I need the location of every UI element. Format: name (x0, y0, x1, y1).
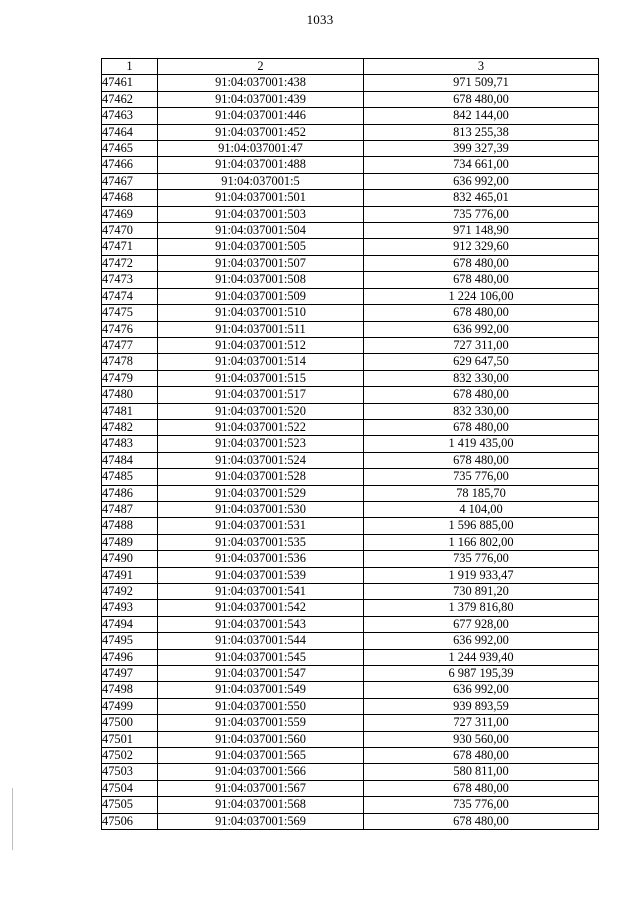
table-row (102, 403, 599, 419)
cadastral-number-cell: 91:04:037001:503 (158, 206, 364, 222)
cadastral-value-cell: 677 928,00 (364, 616, 599, 632)
cadastral-value-cell: 842 144,00 (364, 108, 599, 124)
cadastral-value-cell: 678 480,00 (364, 419, 599, 435)
table-row (102, 748, 599, 764)
cadastral-value-cell: 6 987 195,39 (364, 666, 599, 682)
cadastral-number-cell: 91:04:037001:535 (158, 534, 364, 550)
table-row (102, 206, 599, 222)
table-row (102, 715, 599, 731)
cadastral-value-cell: 678 480,00 (364, 305, 599, 321)
cadastral-value-cell: 678 480,00 (364, 452, 599, 468)
cadastral-value-cell: 78 185,70 (364, 485, 599, 501)
cadastral-number-cell: 91:04:037001:565 (158, 748, 364, 764)
cadastral-value-cell: 636 992,00 (364, 173, 599, 189)
table-row (102, 173, 599, 189)
cadastral-number-cell: 91:04:037001:560 (158, 731, 364, 747)
cadastral-value-cell: 735 776,00 (364, 206, 599, 222)
cadastral-value-cell: 1 379 816,80 (364, 600, 599, 616)
table-row (102, 91, 599, 107)
cadastral-value-cell: 730 891,20 (364, 584, 599, 600)
row-number-cell: 47461 (102, 75, 158, 91)
row-number-cell: 47464 (102, 124, 158, 140)
row-number-cell: 47479 (102, 370, 158, 386)
cadastral-value-cell: 580 811,00 (364, 764, 599, 780)
row-number-cell: 47484 (102, 452, 158, 468)
table-row (102, 108, 599, 124)
table-row (102, 764, 599, 780)
table-row (102, 518, 599, 534)
row-number-cell: 47505 (102, 797, 158, 813)
cadastral-value-cell: 636 992,00 (364, 633, 599, 649)
table-row (102, 370, 599, 386)
table-row (102, 337, 599, 353)
cadastral-number-cell: 91:04:037001:438 (158, 75, 364, 91)
cadastral-number-cell: 91:04:037001:488 (158, 157, 364, 173)
cadastral-value-cell: 1 166 802,00 (364, 534, 599, 550)
cadastral-number-cell: 91:04:037001:550 (158, 698, 364, 714)
cadastral-number-cell: 91:04:037001:515 (158, 370, 364, 386)
table-row (102, 469, 599, 485)
table-row (102, 452, 599, 468)
row-number-cell: 47501 (102, 731, 158, 747)
cadastral-value-cell: 678 480,00 (364, 387, 599, 403)
cadastral-value-cell: 912 329,60 (364, 239, 599, 255)
page-number: 1033 (306, 12, 334, 27)
cadastral-value-cell: 1 596 885,00 (364, 518, 599, 534)
row-number-cell: 47488 (102, 518, 158, 534)
table-row (102, 551, 599, 567)
table-row (102, 141, 599, 157)
row-number-cell: 47506 (102, 813, 158, 829)
cadastral-number-cell: 91:04:037001:520 (158, 403, 364, 419)
cadastral-value-cell: 930 560,00 (364, 731, 599, 747)
column-header-3: 3 (364, 59, 599, 75)
row-number-cell: 47493 (102, 600, 158, 616)
row-number-cell: 47482 (102, 419, 158, 435)
table-row (102, 288, 599, 304)
table-row (102, 354, 599, 370)
table-row (102, 321, 599, 337)
row-number-cell: 47466 (102, 157, 158, 173)
cadastral-number-cell: 91:04:037001:539 (158, 567, 364, 583)
table-row (102, 600, 599, 616)
row-number-cell: 47472 (102, 255, 158, 271)
cadastral-number-cell: 91:04:037001:439 (158, 91, 364, 107)
cadastral-value-cell: 735 776,00 (364, 797, 599, 813)
row-number-cell: 47487 (102, 501, 158, 517)
cadastral-value-cell: 832 330,00 (364, 370, 599, 386)
cadastral-number-cell: 91:04:037001:549 (158, 682, 364, 698)
row-number-cell: 47483 (102, 436, 158, 452)
cadastral-value-cell: 636 992,00 (364, 682, 599, 698)
cadastral-number-cell: 91:04:037001:514 (158, 354, 364, 370)
row-number-cell: 47471 (102, 239, 158, 255)
table-row (102, 419, 599, 435)
cadastral-number-cell: 91:04:037001:508 (158, 272, 364, 288)
table-row (102, 567, 599, 583)
cadastral-number-cell: 91:04:037001:5 (158, 173, 364, 189)
cadastral-number-cell: 91:04:037001:512 (158, 337, 364, 353)
row-number-cell: 47481 (102, 403, 158, 419)
row-number-cell: 47468 (102, 190, 158, 206)
cadastral-number-cell: 91:04:037001:544 (158, 633, 364, 649)
cadastral-number-cell: 91:04:037001:531 (158, 518, 364, 534)
table-row (102, 698, 599, 714)
table-row (102, 649, 599, 665)
row-number-cell: 47462 (102, 91, 158, 107)
table-row (102, 239, 599, 255)
table-row (102, 666, 599, 682)
table-row (102, 731, 599, 747)
cadastral-number-cell: 91:04:037001:507 (158, 255, 364, 271)
cadastral-value-cell: 727 311,00 (364, 337, 599, 353)
scan-margin-line (12, 788, 13, 850)
row-number-cell: 47495 (102, 633, 158, 649)
cadastral-value-cell: 832 330,00 (364, 403, 599, 419)
cadastral-number-cell: 91:04:037001:511 (158, 321, 364, 337)
row-number-cell: 47476 (102, 321, 158, 337)
table-row (102, 190, 599, 206)
table-row (102, 616, 599, 632)
row-number-cell: 47498 (102, 682, 158, 698)
row-number-cell: 47504 (102, 780, 158, 796)
cadastral-value-cell: 813 255,38 (364, 124, 599, 140)
cadastral-number-cell: 91:04:037001:446 (158, 108, 364, 124)
cadastral-number-cell: 91:04:037001:505 (158, 239, 364, 255)
cadastral-number-cell: 91:04:037001:566 (158, 764, 364, 780)
cadastral-value-cell: 1 919 933,47 (364, 567, 599, 583)
cadastral-value-cell: 832 465,01 (364, 190, 599, 206)
cadastral-value-cell: 636 992,00 (364, 321, 599, 337)
row-number-cell: 47473 (102, 272, 158, 288)
cadastral-value-cell: 678 480,00 (364, 748, 599, 764)
cadastral-number-cell: 91:04:037001:452 (158, 124, 364, 140)
table-row (102, 501, 599, 517)
row-number-cell: 47469 (102, 206, 158, 222)
cadastral-value-cell: 1 419 435,00 (364, 436, 599, 452)
cadastral-value-cell: 735 776,00 (364, 551, 599, 567)
cadastral-value-cell: 735 776,00 (364, 469, 599, 485)
cadastral-number-cell: 91:04:037001:567 (158, 780, 364, 796)
cadastral-number-cell: 91:04:037001:530 (158, 501, 364, 517)
cadastral-number-cell: 91:04:037001:504 (158, 223, 364, 239)
cadastral-number-cell: 91:04:037001:522 (158, 419, 364, 435)
cadastral-value-cell: 399 327,39 (364, 141, 599, 157)
cadastral-number-cell: 91:04:037001:517 (158, 387, 364, 403)
cadastral-number-cell: 91:04:037001:545 (158, 649, 364, 665)
cadastral-number-cell: 91:04:037001:510 (158, 305, 364, 321)
cadastral-value-cell: 678 480,00 (364, 91, 599, 107)
table-row (102, 485, 599, 501)
cadastral-number-cell: 91:04:037001:569 (158, 813, 364, 829)
table-row (102, 305, 599, 321)
row-number-cell: 47491 (102, 567, 158, 583)
cadastral-number-cell: 91:04:037001:524 (158, 452, 364, 468)
cadastral-number-cell: 91:04:037001:529 (158, 485, 364, 501)
table-row (102, 272, 599, 288)
row-number-cell: 47475 (102, 305, 158, 321)
row-number-cell: 47489 (102, 534, 158, 550)
row-number-cell: 47497 (102, 666, 158, 682)
cadastral-number-cell: 91:04:037001:547 (158, 666, 364, 682)
cadastral-number-cell: 91:04:037001:541 (158, 584, 364, 600)
row-number-cell: 47474 (102, 288, 158, 304)
cadastral-value-cell: 734 661,00 (364, 157, 599, 173)
table-row (102, 534, 599, 550)
row-number-cell: 47500 (102, 715, 158, 731)
cadastral-value-cell: 678 480,00 (364, 813, 599, 829)
row-number-cell: 47492 (102, 584, 158, 600)
cadastral-value-cell: 678 480,00 (364, 780, 599, 796)
table-row (102, 75, 599, 91)
cadastral-value-cell: 727 311,00 (364, 715, 599, 731)
cadastral-value-cell: 939 893,59 (364, 698, 599, 714)
row-number-cell: 47467 (102, 173, 158, 189)
column-header-1: 1 (102, 59, 158, 75)
cadastral-number-cell: 91:04:037001:559 (158, 715, 364, 731)
cadastral-number-cell: 91:04:037001:528 (158, 469, 364, 485)
cadastral-value-cell: 4 104,00 (364, 501, 599, 517)
table-row (102, 387, 599, 403)
cadastral-number-cell: 91:04:037001:501 (158, 190, 364, 206)
row-number-cell: 47494 (102, 616, 158, 632)
table-row (102, 633, 599, 649)
cadastral-value-cell: 971 509,71 (364, 75, 599, 91)
table-header-row (102, 59, 599, 75)
row-number-cell: 47490 (102, 551, 158, 567)
cadastral-number-cell: 91:04:037001:523 (158, 436, 364, 452)
cadastral-number-cell: 91:04:037001:536 (158, 551, 364, 567)
row-number-cell: 47503 (102, 764, 158, 780)
cadastral-value-table (101, 58, 599, 830)
table-row (102, 797, 599, 813)
row-number-cell: 47470 (102, 223, 158, 239)
row-number-cell: 47463 (102, 108, 158, 124)
cadastral-number-cell: 91:04:037001:47 (158, 141, 364, 157)
table-row (102, 124, 599, 140)
cadastral-value-cell: 629 647,50 (364, 354, 599, 370)
cadastral-value-cell: 678 480,00 (364, 272, 599, 288)
row-number-cell: 47496 (102, 649, 158, 665)
cadastral-value-cell: 678 480,00 (364, 255, 599, 271)
cadastral-value-cell: 971 148,90 (364, 223, 599, 239)
table-row (102, 157, 599, 173)
cadastral-number-cell: 91:04:037001:509 (158, 288, 364, 304)
table-row (102, 255, 599, 271)
row-number-cell: 47478 (102, 354, 158, 370)
cadastral-value-cell: 1 224 106,00 (364, 288, 599, 304)
row-number-cell: 47499 (102, 698, 158, 714)
row-number-cell: 47465 (102, 141, 158, 157)
row-number-cell: 47477 (102, 337, 158, 353)
cadastral-number-cell: 91:04:037001:568 (158, 797, 364, 813)
table-row (102, 813, 599, 829)
cadastral-number-cell: 91:04:037001:542 (158, 600, 364, 616)
row-number-cell: 47485 (102, 469, 158, 485)
table-row (102, 436, 599, 452)
table-row (102, 223, 599, 239)
row-number-cell: 47480 (102, 387, 158, 403)
table-row (102, 682, 599, 698)
row-number-cell: 47486 (102, 485, 158, 501)
cadastral-value-cell: 1 244 939,40 (364, 649, 599, 665)
table-row (102, 584, 599, 600)
row-number-cell: 47502 (102, 748, 158, 764)
column-header-2: 2 (158, 59, 364, 75)
table-row (102, 780, 599, 796)
cadastral-number-cell: 91:04:037001:543 (158, 616, 364, 632)
